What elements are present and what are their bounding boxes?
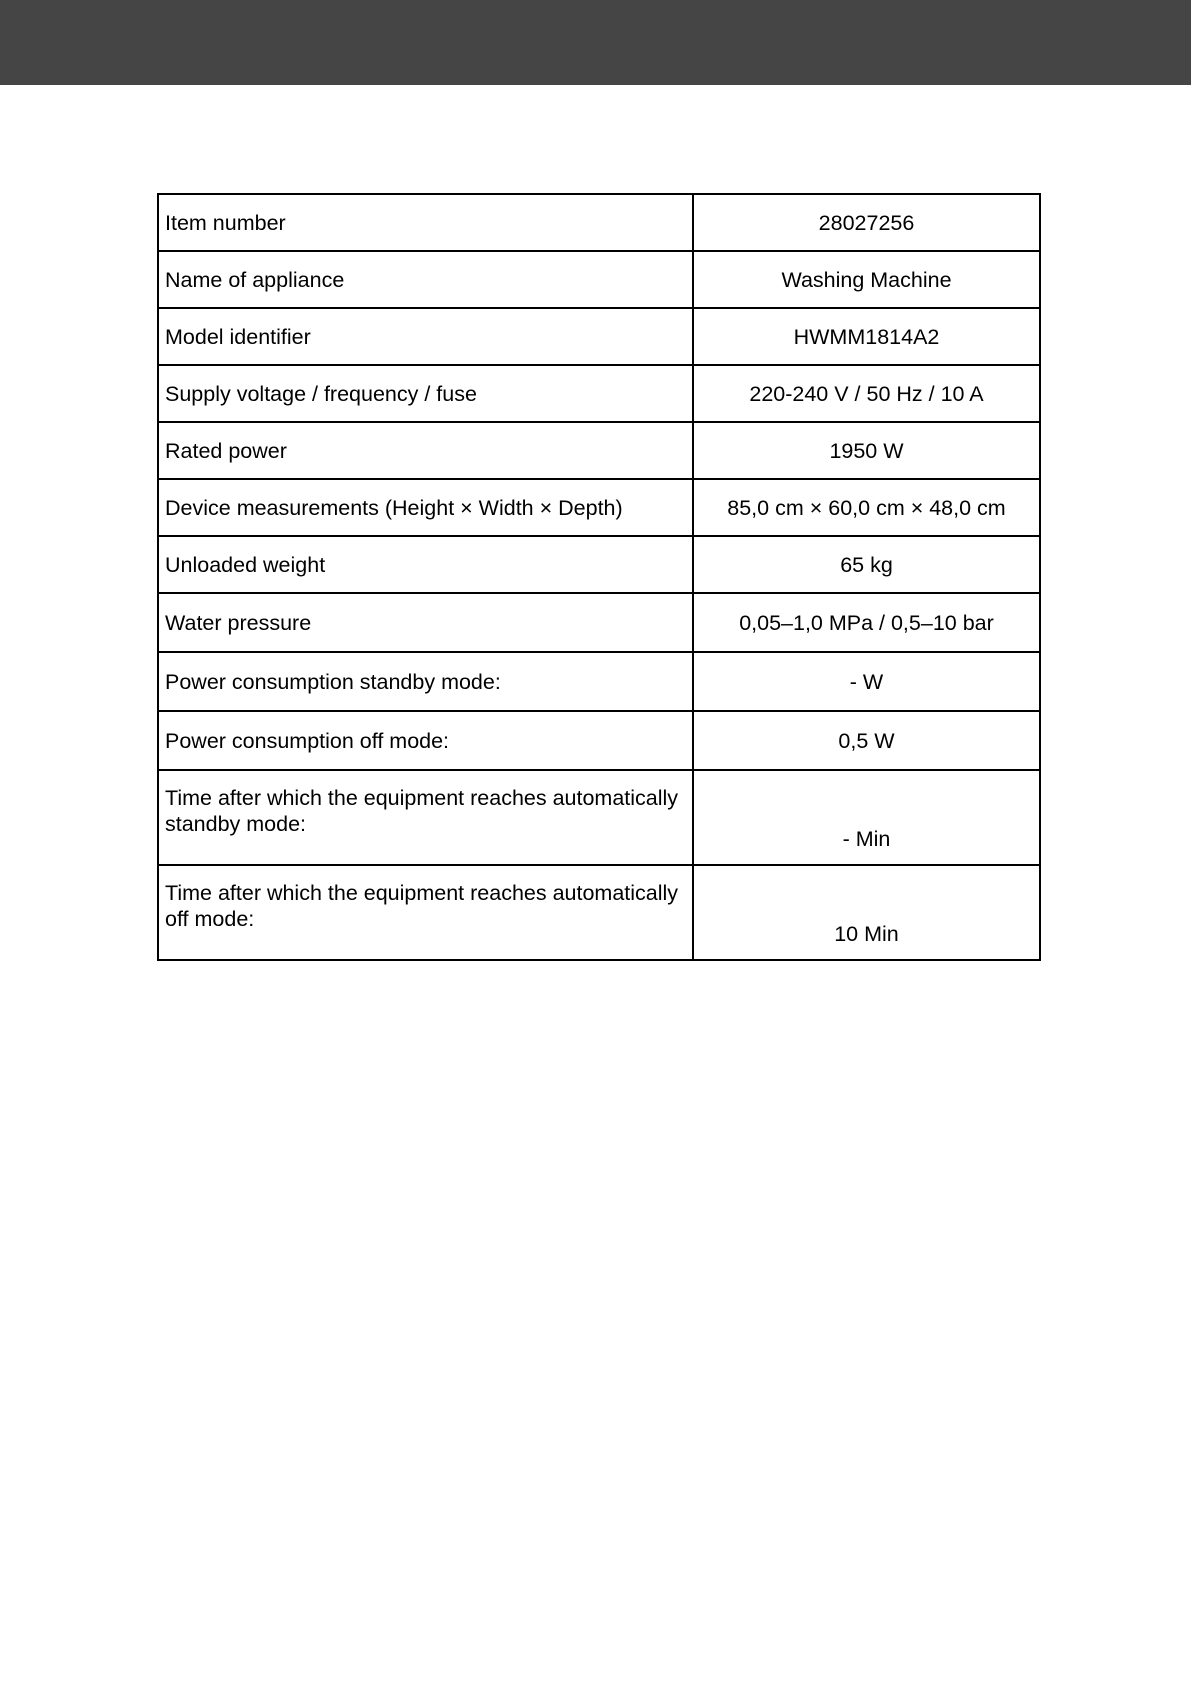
row-value: 0,5 W bbox=[693, 711, 1040, 770]
row-value: - W bbox=[693, 652, 1040, 711]
table-row bbox=[158, 711, 1040, 770]
table-row bbox=[158, 365, 1040, 422]
table-row bbox=[158, 479, 1040, 536]
table-row bbox=[158, 194, 1040, 251]
table-row bbox=[158, 308, 1040, 365]
row-label: Model identifier bbox=[158, 308, 693, 365]
row-value: 0,05–1,0 MPa / 0,5–10 bar bbox=[693, 593, 1040, 652]
table-row bbox=[158, 422, 1040, 479]
row-label: Time after which the equipment reaches automatically standby mode: bbox=[158, 770, 693, 865]
row-label: Name of appliance bbox=[158, 251, 693, 308]
row-value: 85,0 cm × 60,0 cm × 48,0 cm bbox=[693, 479, 1040, 536]
table-row bbox=[158, 251, 1040, 308]
row-label: Power consumption off mode: bbox=[158, 711, 693, 770]
row-value: 1950 W bbox=[693, 422, 1040, 479]
table-row bbox=[158, 536, 1040, 593]
table-row bbox=[158, 593, 1040, 652]
row-value: 10 Min bbox=[693, 865, 1040, 960]
row-value: - Min bbox=[693, 770, 1040, 865]
row-label: Item number bbox=[158, 194, 693, 251]
header-bar bbox=[0, 0, 1191, 85]
row-value: 65 kg bbox=[693, 536, 1040, 593]
spec-table bbox=[157, 193, 1041, 961]
row-label: Unloaded weight bbox=[158, 536, 693, 593]
table-row bbox=[158, 770, 1040, 865]
row-label: Rated power bbox=[158, 422, 693, 479]
row-value: HWMM1814A2 bbox=[693, 308, 1040, 365]
row-label: Power consumption standby mode: bbox=[158, 652, 693, 711]
row-label: Water pressure bbox=[158, 593, 693, 652]
row-value: 28027256 bbox=[693, 194, 1040, 251]
row-value: 220-240 V / 50 Hz / 10 A bbox=[693, 365, 1040, 422]
table-row bbox=[158, 652, 1040, 711]
row-label: Time after which the equipment reaches automatically off mode: bbox=[158, 865, 693, 960]
row-label: Device measurements (Height × Width × Depth) bbox=[158, 479, 693, 536]
row-label: Supply voltage / frequency / fuse bbox=[158, 365, 693, 422]
row-value: Washing Machine bbox=[693, 251, 1040, 308]
table-row bbox=[158, 865, 1040, 960]
